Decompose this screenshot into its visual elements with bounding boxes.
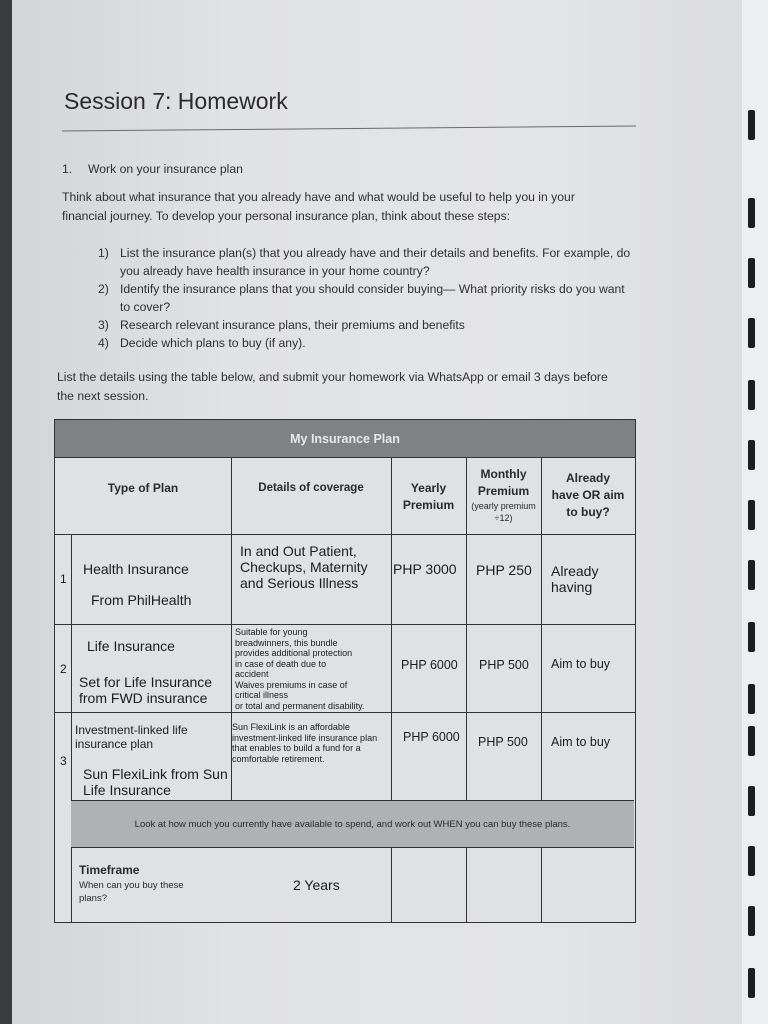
binding-ring [748, 622, 755, 652]
instruction-paragraph: List the details using the table below, and submit your homework via WhatsApp or email 3 days before the next session. [57, 370, 608, 403]
intro-paragraph: Think about what insurance that you already have and what would be useful to help you in your financial journey. To develop your personal insurance plan, think about these steps: [62, 190, 575, 223]
timeframe-value: 2 Years [293, 877, 340, 893]
binding-ring [748, 500, 755, 530]
header-details: Details of coverage [258, 482, 364, 494]
row1-monthly: PHP 250 [476, 562, 532, 578]
page-title: Session 7: Homework [64, 88, 288, 114]
row1-provider: From PhilHealth [91, 592, 192, 608]
table-divider [71, 848, 72, 922]
table-divider [466, 848, 467, 922]
timeframe-label: Timeframe [79, 863, 140, 877]
row-number: 3 [60, 754, 67, 768]
row3-monthly: PHP 500 [478, 735, 528, 749]
task-heading [62, 160, 243, 179]
binding-ring [748, 786, 755, 816]
header-yearly: Yearly Premium [402, 481, 455, 512]
list-item: 2) Identify the insurance plans that you should consider buying— What priority risks do you want to cover? [98, 282, 625, 314]
table-title: My Insurance Plan [55, 420, 635, 458]
binding-ring [748, 110, 755, 140]
row2-provider: Set for Life Insurance from FWD insurance [79, 674, 213, 706]
table-divider [391, 848, 392, 922]
binding-ring [748, 846, 755, 876]
header-type: Type of Plan [107, 481, 179, 495]
task-number: 1. [62, 162, 73, 176]
row2-monthly: PHP 500 [479, 658, 529, 672]
insurance-plan-table [54, 419, 636, 923]
row2-details: Suitable for young breadwinners, this bundle provides additional protection in case of death due to accident Waives premiums in case of critical illness or total and permanent disability. [235, 627, 365, 711]
binding-ring [748, 380, 755, 410]
header-monthly: Monthly Premium (yearly premium ÷12) [466, 466, 541, 524]
task-label: Work on your insurance plan [88, 162, 243, 176]
table-divider [541, 848, 542, 922]
row-number: 1 [60, 572, 67, 586]
row1-type: Health Insurance [83, 561, 189, 577]
row3-provider: Sun FlexiLink from Sun Life Insurance [83, 766, 228, 798]
header-status: Already have OR aim to buy? [551, 471, 625, 519]
row1-status: Already having [551, 563, 599, 595]
spending-note: Look at how much you currently have available to spend, and work out WHEN you can buy these plans. [71, 800, 634, 848]
list-item: 4) Decide which plans to buy (if any). [98, 336, 306, 350]
binding-ring [748, 684, 755, 714]
table-divider [55, 534, 635, 535]
binding-ring [748, 318, 755, 348]
binding-ring [748, 440, 755, 470]
binding-ring [748, 198, 755, 228]
row-number: 2 [60, 662, 67, 676]
row3-yearly: PHP 6000 [403, 730, 460, 744]
table-divider [55, 624, 635, 625]
row3-status: Aim to buy [551, 735, 611, 749]
table-divider [55, 712, 635, 713]
row2-status: Aim to buy [551, 657, 611, 671]
timeframe-question: When can you buy these plans? [79, 880, 184, 904]
row2-yearly: PHP 6000 [401, 658, 458, 672]
table-divider [71, 534, 72, 800]
binding-ring [748, 726, 755, 756]
binding-ring [748, 968, 755, 998]
list-item: 1) List the insurance plan(s) that you already have and their details and benefits. For example, do you already have health insurance in your home country? [98, 246, 631, 278]
row3-details: Sun FlexiLink is an affordable investment-linked life insurance plan that enables to build a fund for a comfortable retirement. [232, 722, 378, 764]
binding-edge [742, 0, 768, 1024]
steps-list [98, 244, 638, 352]
binding-ring [748, 258, 755, 288]
list-item: 3) Research relevant insurance plans, their premiums and benefits [98, 318, 465, 332]
row1-yearly: PHP 3000 [393, 561, 457, 577]
binding-ring [748, 906, 755, 936]
row3-type: Investment-linked life insurance plan [75, 723, 188, 751]
row2-type: Life Insurance [87, 638, 175, 654]
row1-details: In and Out Patient, Checkups, Maternity and Serious Illness [240, 543, 368, 591]
header-monthly-note: (yearly premium ÷12) [471, 501, 536, 523]
binding-ring [748, 560, 755, 590]
